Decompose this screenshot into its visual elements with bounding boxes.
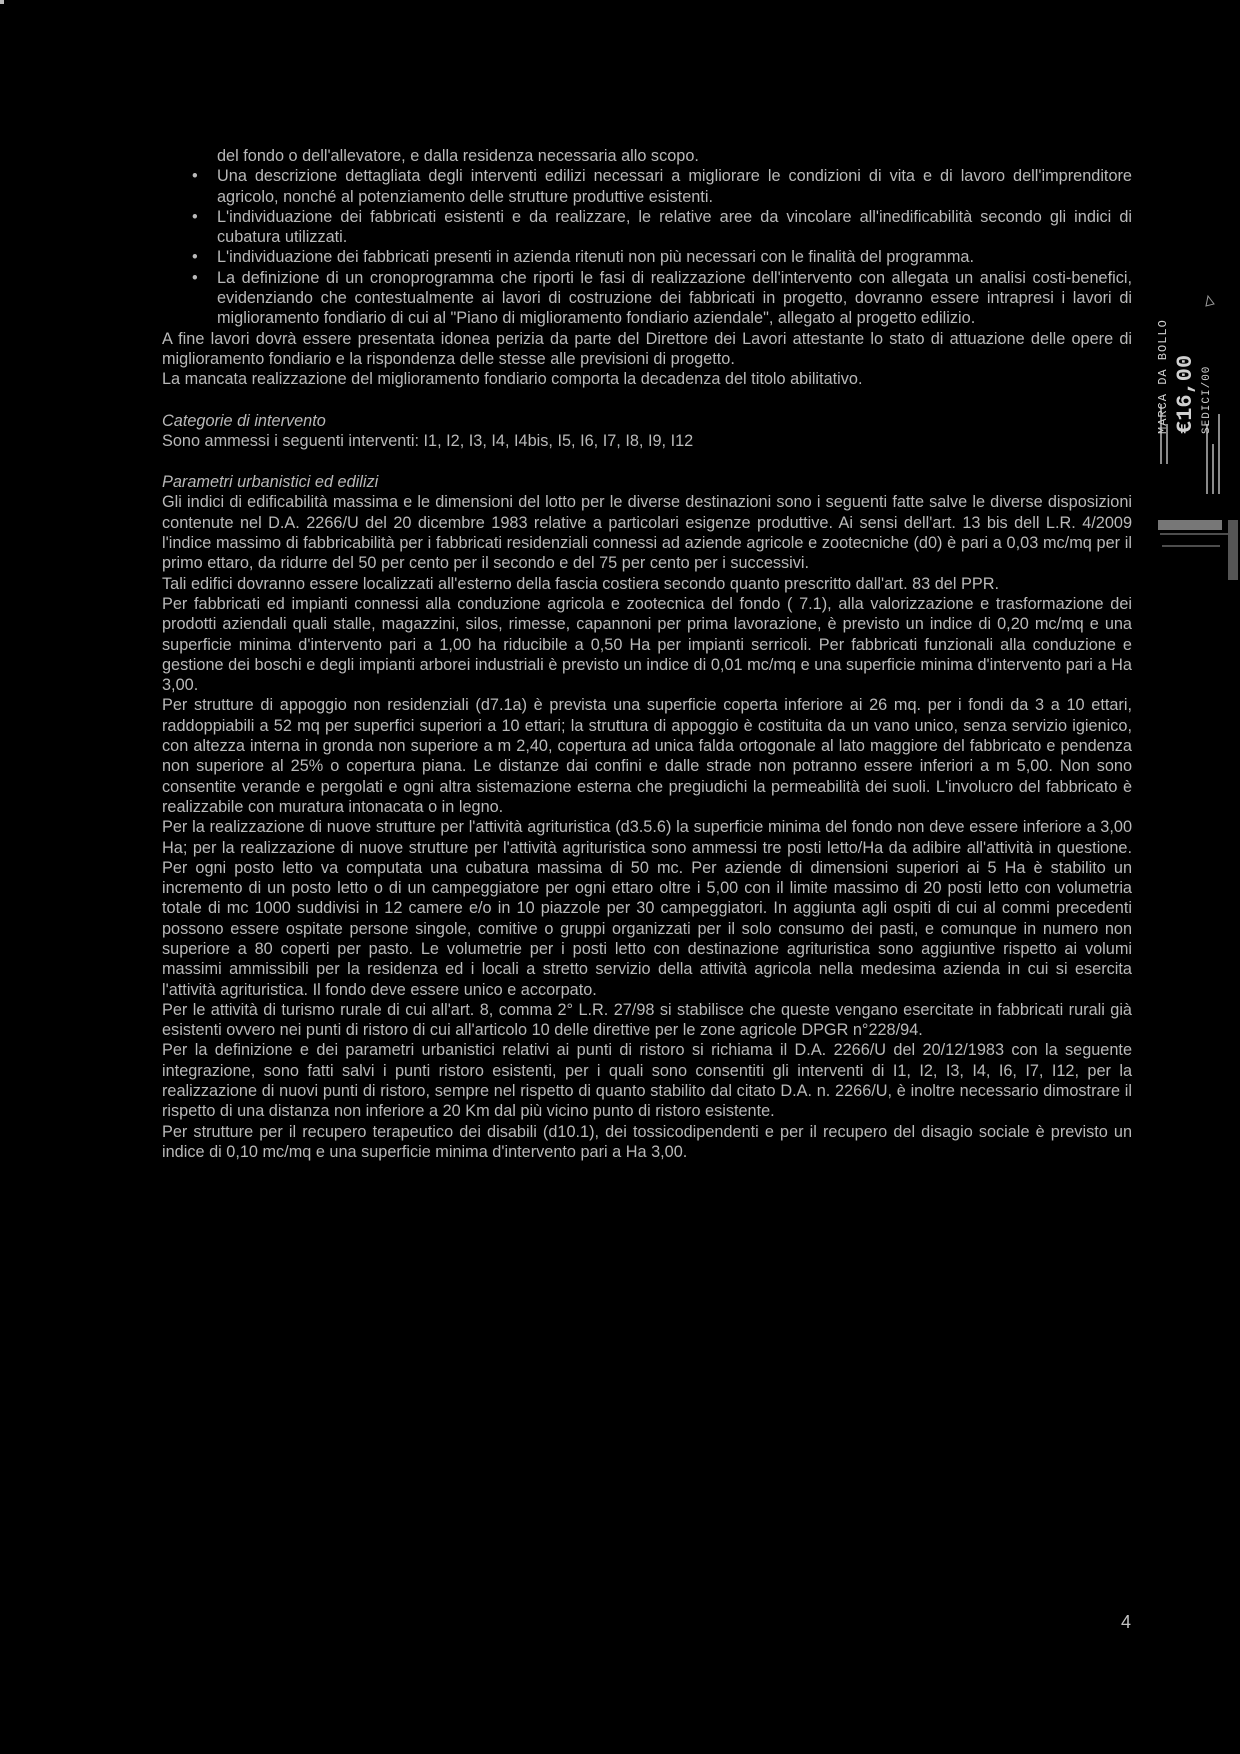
stamp-value: €16,00 [1173, 354, 1198, 434]
list-item-text: L'individuazione dei fabbricati esistenti e da realizzare, le relative aree da vincolare all'inedificabilità secondo gli indici di cubatura utilizzati. [217, 207, 1132, 247]
list-item-text: L'individuazione dei fabbricati presenti in azienda ritenuti non più necessari con le finalità del programma. [217, 248, 975, 267]
stamp-text [1156, 319, 1213, 434]
list-item-text: Una descrizione dettagliata degli interventi edilizi necessari a migliorare le condizioni di vita e di lavoro dell'imprenditore agricolo, nonché al potenziamento delle strutture produttive esistenti. [217, 167, 1132, 206]
scan-corner-mark [0, 0, 4, 4]
paragraph: Per la definizione e dei parametri urbanistici relativi ai punti di ristoro si richiama il D.A. 2266/U del 20/12/1983 con la seguente integrazione, sono fatti salvi i punti ristoro esistenti, per i quali sono consentiti gli interventi di I1, I2, I3, I4, I6, I7, I12, per la realizzazione di nuovi punti di ristoro, sempre nel rispetto di quanto stabilito dal citato D.A. n. 2266/U, è inoltre necessario dimostrare il rispetto di una distanza non inferiore a 20 Km dal più vicino punto di ristoro esistente. [162, 1041, 1132, 1121]
revenue-stamp [1150, 284, 1240, 664]
page-number: 4 [1121, 1612, 1132, 1632]
list-item [162, 247, 1132, 267]
paragraph: Per fabbricati ed impianti connessi alla conduzione agricola e zootecnica del fondo ( 7.1), alla valorizzazione e trasformazione dei prodotti aziendali quali stalle, magazzini, silos, rimesse, capannoni per prima lavorazione, è previsto un indice di 0,20 mc/mq e una superficie minima d'intervento pari a 1,00 ha riducibile a 0,50 Ha per impianti serricoli. Per fabbricati funzionali alla conduzione e gestione dei boschi e degli impianti arborei industriali è previsto un indice di 0,01 mc/mq e una superficie minima d'intervento pari a Ha 3,00. [162, 594, 1132, 695]
bullet-icon: • [192, 167, 198, 186]
intro-continuation: del fondo o dell'allevatore, e dalla residenza necessaria allo scopo. [217, 147, 699, 165]
requirements-list [162, 166, 1132, 328]
list-item-text: La definizione di un cronoprogramma che riporti le fasi di realizzazione dell'intervento con allegata un analisi costi-benefici, evidenziando che contestualmente ai lavori di costruzione dei fabbricati in progetto, dovranno essere intrapresi i lavori di miglioramento fondiario di cui al "Piano di miglioramento fondiario aziendale", allegato al progetto edilizio. [217, 268, 1132, 328]
list-item [162, 207, 1132, 248]
bullet-icon: • [192, 248, 198, 267]
paragraph: La mancata realizzazione del miglioramento fondiario comporta la decadenza del titolo abilitativo. [162, 370, 863, 389]
paragraph: Per strutture di appoggio non residenziali (d7.1a) è prevista una superficie coperta inferiore ai 26 mq. per i fondi da 3 a 10 ettari, raddoppiabili a 52 mq per superfici superiori a 10 ettari; la struttura di appoggio è costituita da un vano unico, senza servizio igienico, con altezza interna in gronda non superiore a m 2,40, copertura ad unica falda ortogonale al lato maggiore del fabbricato e pendenza non superiore al 25% o copertura piana. Le distanze dai confini e dalle strade non potranno essere inferiori a m 5,00. Non sono consentite verande e pergolati e ogni altra sistemazione esterna che pregiudichi la permeabilità dei suoli. L'involucro del fabbricato è realizzabile con muratura intonacata o in legno. [162, 696, 1132, 816]
paragraph: A fine lavori dovrà essere presentata idonea perizia da parte del Direttore dei Lavori attestante lo stato di attuazione delle opere di miglioramento fondiario e la rispondenza delle stesse alle previsioni di progetto. [162, 329, 1132, 368]
paragraph: Per strutture per il recupero terapeutico dei disabili (d10.1), dei tossicodipendenti e per il recupero del disagio sociale è previsto un indice di 0,10 mc/mq e una superficie minima d'intervento pari a Ha 3,00. [162, 1122, 1132, 1161]
bullet-icon: • [192, 268, 198, 287]
paragraph: Tali edifici dovranno essere localizzati all'esterno della fascia costiera secondo quanto prescritto dall'art. 83 del PPR. [162, 574, 1000, 593]
paragraph: Gli indici di edificabilità massima e le dimensioni del lotto per le diverse destinazioni sono i seguenti fatte salve le diverse disposizioni contenute nel D.A. 2266/U del 20 dicembre 1983 relative a particolari esigenze produttive. Ai sensi dell'art. 13 bis dell L.R. 4/2009 l'indice massimo di fabbricabilità per i fabbricati residenziali connessi ad aziende agricole e zootecniche (d0) è pari a 0,03 mc/mq per il primo ettaro, da ridurre del 50 per cento per il secondo e del 75 per cento per i successivi. [162, 493, 1132, 573]
stamp-line-1: MARCA DA BOLLO [1156, 319, 1170, 434]
paragraph: Per le attività di turismo rurale di cui all'art. 8, comma 2° L.R. 27/98 si stabilisce che queste vengano esercitate in fabbricati rurali già esistenti ovvero nei punti di ristoro di cui all'articolo 10 delle direttive per le zone agricole DPGR n°228/94. [162, 1000, 1132, 1040]
stamp-line-3: SEDICI/00 [1201, 365, 1213, 434]
list-item [162, 268, 1132, 329]
section-title-categorie: Categorie di intervento [162, 411, 326, 430]
paragraph: Sono ammessi i seguenti interventi: I1, I2, I3, I4, I4bis, I5, I6, I7, I8, I9, I12 [162, 431, 694, 450]
section-title-parametri: Parametri urbanistici ed edilizi [162, 473, 379, 492]
paragraph: Per la realizzazione di nuove strutture per l'attività agrituristica (d3.5.6) la superficie minima del fondo non deve essere inferiore a 3,00 Ha; per la realizzazione di nuove strutture per l'attività agrituristica sono ammessi tre posti letto/Ha da adibire all'attività in questione. Per ogni posto letto va computata una cubatura massima di 50 mc. Per aziende di dimensioni superiori ai 5 Ha è stabilito un incremento di un posto letto o di un campeggiatore per ogni ettaro oltre i 5,00 con il limite massimo di 20 posti letto con volumetria totale di mc 1000 suddivisi in 12 camere e/o in 10 piazzole per 30 campeggiatori. In aggiunta agli ospiti di cui al commi precedenti possono essere ospitate persone singole, comitive o gruppi organizzati per il solo consumo dei pasti, e comunque in numero non superiore a 80 coperti per pasto. Le volumetrie per i posti letto con destinazione agrituristica sono aggiuntive rispetto ai volumi massimi ammissibili per la residenza ed i locali a stretto servizio della attività agricola nella medesima azienda in cui si esercita l'attività agrituristica. Il fondo deve essere unico e accorpato. [162, 818, 1132, 999]
document-body [162, 146, 1132, 1162]
bullet-icon: • [192, 207, 198, 226]
list-item [162, 166, 1132, 207]
